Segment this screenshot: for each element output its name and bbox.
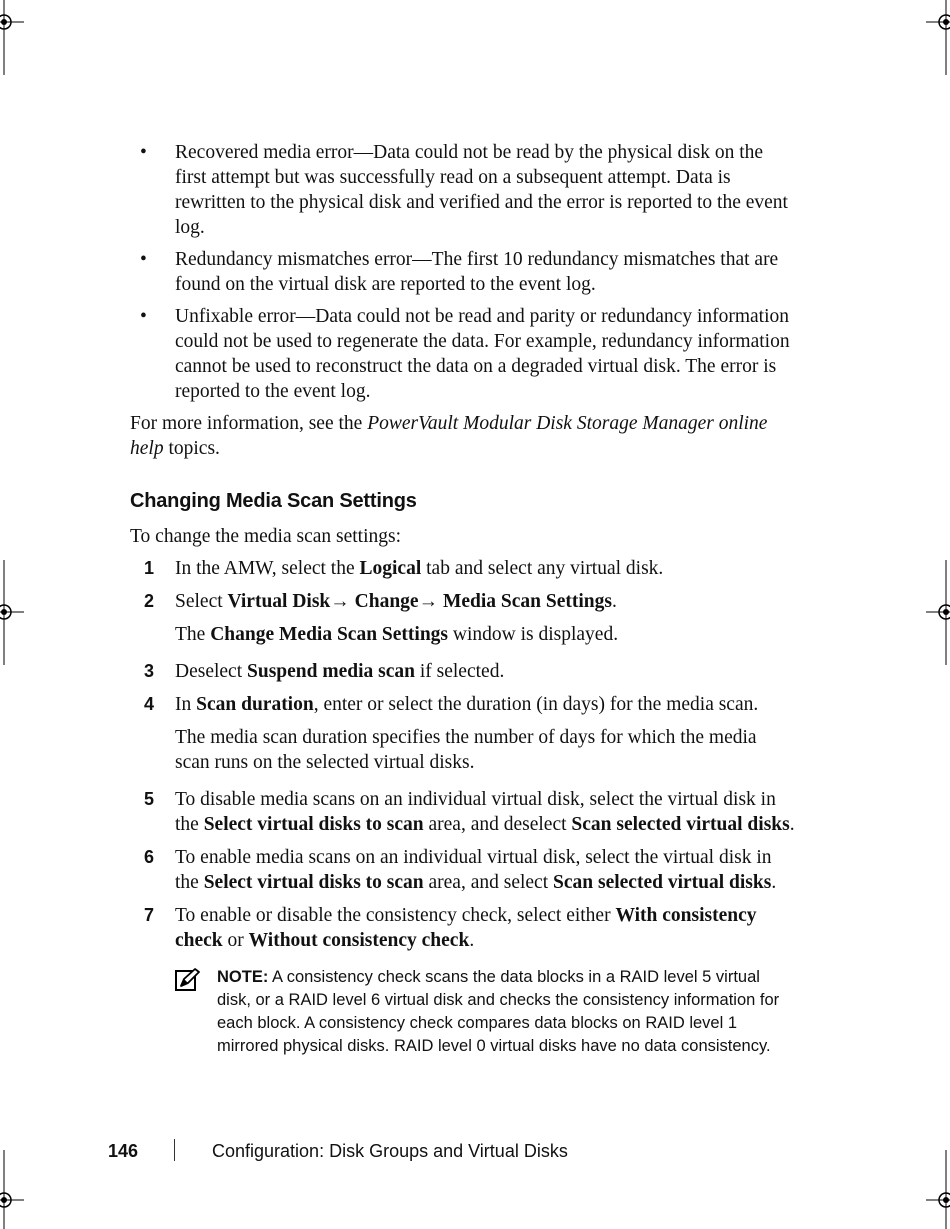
ui-term: Without consistency check xyxy=(248,930,470,951)
step-text: To enable or disable the consistency check, select either xyxy=(175,905,616,926)
step-3 xyxy=(130,659,795,684)
ui-term: Logical xyxy=(359,558,422,579)
step-7 xyxy=(130,903,795,953)
menu-path: Virtual Disk→ Change→ Media Scan Settings xyxy=(227,591,612,612)
crop-mark-bottom-right xyxy=(920,1150,950,1229)
bullet-text: Redundancy mismatches error—The first 10 redundancy mismatches that are found on the virtual disk are reported to the event log. xyxy=(175,249,779,295)
step-text: tab and select any virtual disk. xyxy=(421,558,664,579)
note-text: A consistency check scans the data blocks in a RAID level 5 virtual disk, or a RAID level 6 virtual disk and checks the consistency information for each block. A consistency check compares data blocks on RAID level 1 mirrored physical disks. RAID level 0 virtual disks have no data consistency. xyxy=(217,968,780,1055)
step-text: window is displayed. xyxy=(448,624,619,645)
step-4-detail: The media scan duration specifies the number of days for which the media scan runs on the selected virtual disks. xyxy=(175,727,757,773)
list-item xyxy=(130,140,795,240)
bullet-glyph: • xyxy=(140,249,147,270)
step-text: if selected. xyxy=(414,661,505,682)
bullet-text: Recovered media error—Data could not be read by the physical disk on the first attempt but was successfully read on a subsequent attempt. Data is rewritten to the physical disk and verified and the error is reported to the event log. xyxy=(175,142,788,238)
step-6 xyxy=(130,845,795,895)
section-heading: Changing Media Scan Settings xyxy=(130,490,417,512)
footer-separator xyxy=(174,1139,175,1161)
bullet-glyph: • xyxy=(140,142,147,163)
step-2-result xyxy=(175,622,795,647)
step-text: In the AMW, select the xyxy=(175,558,360,579)
ui-term: With consistency check xyxy=(175,905,757,951)
step-text: Select xyxy=(175,591,228,612)
online-help-reference: PowerVault Modular Disk Storage Manager online help xyxy=(130,413,768,459)
bullet-text: Unfixable error—Data could not be read and parity or redundancy information could not be used to regenerate the data. For example, redundancy information cannot be used to reconstruct the data on a degraded virtual disk. The error is reported to the event log. xyxy=(175,306,790,402)
note-pencil-icon xyxy=(175,968,201,999)
page-body xyxy=(130,140,795,1058)
ui-term: Select virtual disks to scan xyxy=(203,814,424,835)
step-4 xyxy=(130,692,795,775)
ui-term: Select virtual disks to scan xyxy=(203,872,424,893)
page-number: 146 xyxy=(108,1141,139,1161)
step-text: To enable media scans on an individual virtual disk, select the virtual disk in the xyxy=(175,847,772,893)
chapter-title: Configuration: Disk Groups and Virtual Disks xyxy=(212,1141,568,1161)
note-label: NOTE: xyxy=(217,968,269,986)
step-text: . xyxy=(611,591,617,612)
step-text: area, and deselect xyxy=(423,814,572,835)
crop-mark-bottom-left xyxy=(0,1150,30,1229)
ui-term: Scan duration xyxy=(196,694,314,715)
step-text: area, and select xyxy=(423,872,554,893)
note-box xyxy=(130,966,795,1058)
step-1 xyxy=(130,556,795,581)
crop-mark-mid-left xyxy=(0,560,30,670)
step-5 xyxy=(130,787,795,837)
step-text: The xyxy=(175,624,211,645)
ui-term: Scan selected virtual disks xyxy=(553,872,772,893)
step-text: . xyxy=(469,930,475,951)
bullet-glyph: • xyxy=(140,306,147,327)
step-number: 3 xyxy=(144,661,155,681)
more-info-paragraph xyxy=(130,411,795,461)
crop-mark-mid-right xyxy=(920,560,950,670)
step-text: To disable media scans on an individual virtual disk, select the virtual disk in the xyxy=(175,789,776,835)
more-info-prefix: For more information, see the xyxy=(130,413,368,434)
step-text: or xyxy=(222,930,249,951)
step-text: . xyxy=(789,814,795,835)
list-item xyxy=(130,247,795,297)
step-number: 6 xyxy=(144,847,155,867)
crop-mark-top-right xyxy=(920,0,950,80)
step-2 xyxy=(130,589,795,647)
step-number: 7 xyxy=(144,905,155,925)
ui-term: Change Media Scan Settings xyxy=(210,624,449,645)
more-info-suffix: topics. xyxy=(163,438,220,459)
step-number: 2 xyxy=(144,591,155,611)
intro-text: To change the media scan settings: xyxy=(130,526,402,547)
ui-term: Scan selected virtual disks xyxy=(571,814,790,835)
step-text: . xyxy=(771,872,777,893)
ui-term: Suspend media scan xyxy=(247,661,415,682)
crop-mark-top-left xyxy=(0,0,30,80)
step-text: In xyxy=(175,694,197,715)
step-text: , enter or select the duration (in days) for the media scan. xyxy=(313,694,759,715)
step-number: 4 xyxy=(144,694,155,714)
step-number: 5 xyxy=(144,789,155,809)
step-number: 1 xyxy=(144,558,155,578)
list-item xyxy=(130,304,795,404)
step-text: Deselect xyxy=(175,661,248,682)
